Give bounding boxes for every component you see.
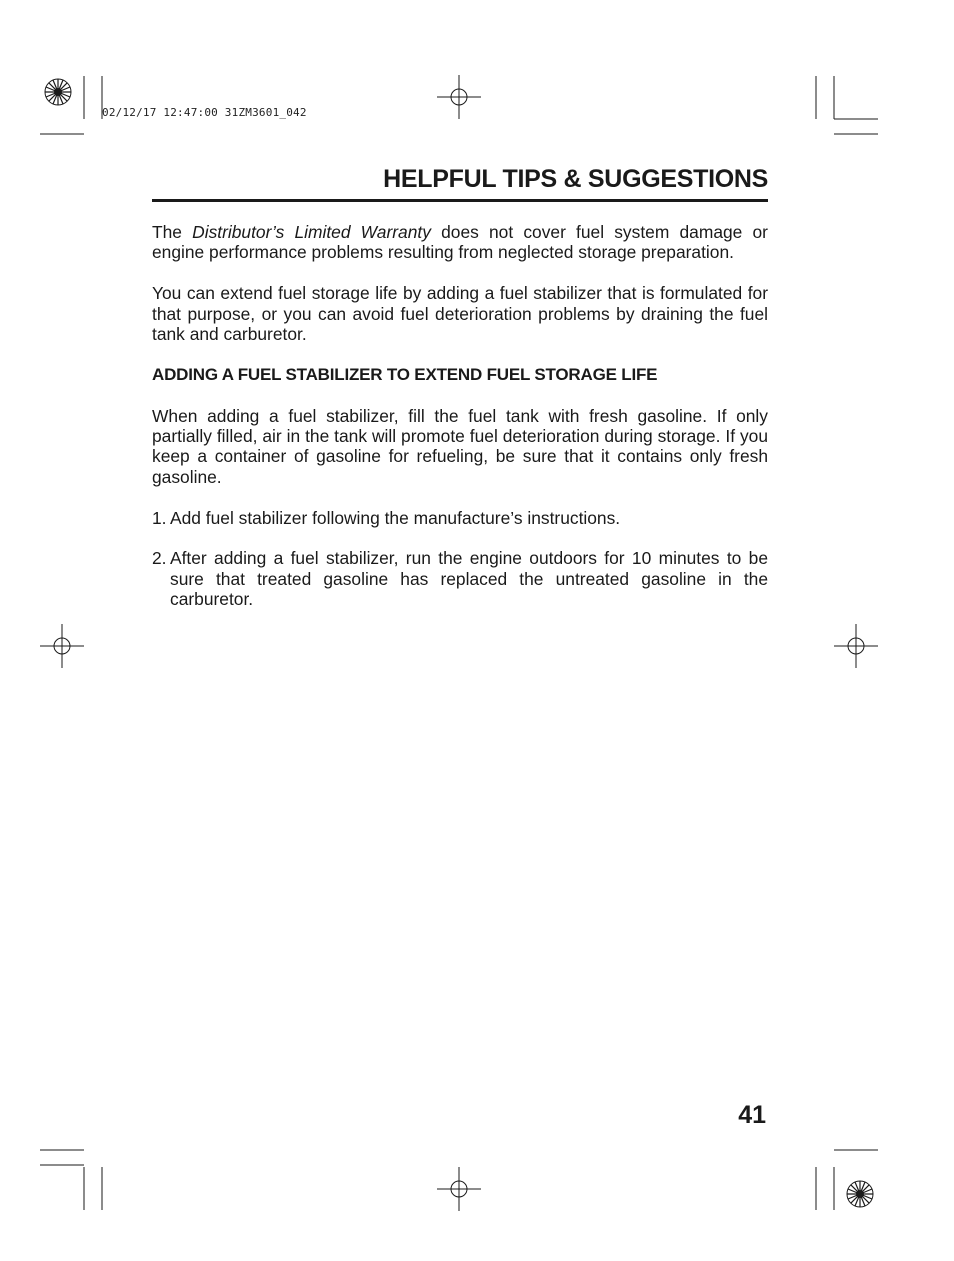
registration-crosshair-top	[437, 75, 481, 119]
registration-crosshair-bottom	[437, 1167, 481, 1211]
page-number: 41	[738, 1101, 766, 1129]
warranty-text-after: does not cover fuel system damage or engine performance problems resulting from neglected storage preparation.	[152, 222, 768, 263]
title-rule	[152, 199, 768, 202]
storage-life-paragraph: You can extend fuel storage life by adding a fuel stabilizer that is formulated for that purpose, or you can avoid fuel deterioration problems by draining the fuel tank and carburetor.	[152, 283, 768, 345]
page-title: HELPFUL TIPS & SUGGESTIONS	[383, 165, 768, 193]
step-item	[152, 548, 768, 609]
step-number: 2.	[152, 548, 167, 569]
warranty-text-before: The	[152, 222, 193, 242]
stabilizer-paragraph: When adding a fuel stabilizer, fill the fuel tank with fresh gasoline. If only partially filled, air in the tank will promote fuel deterioration during storage. If you keep a container of gasoline for refueling, be sure that it contains only fresh gasoline.	[152, 405, 768, 487]
step-text: Add fuel stabilizer following the manufacture’s instructions.	[170, 507, 621, 528]
step-item	[152, 508, 768, 528]
step-text: After adding a fuel stabilizer, run the engine outdoors for 10 minutes to be sure that treated gasoline has replaced the untreated gasoline in the carburetor.	[170, 548, 768, 610]
print-timestamp: 02/12/17 12:47:00 31ZM3601_042	[102, 106, 307, 119]
registration-starburst-bottom-right	[847, 1181, 873, 1207]
registration-crosshair-right	[834, 624, 878, 668]
warranty-paragraph	[152, 222, 768, 263]
page-body	[152, 222, 768, 630]
step-number: 1.	[152, 507, 167, 528]
instruction-steps	[152, 508, 768, 610]
section-heading: ADDING A FUEL STABILIZER TO EXTEND FUEL STORAGE LIFE	[152, 364, 658, 384]
registration-starburst-top-left	[45, 79, 71, 105]
warranty-term: Distributor’s Limited Warranty	[192, 222, 431, 242]
registration-crosshair-left	[40, 624, 84, 668]
